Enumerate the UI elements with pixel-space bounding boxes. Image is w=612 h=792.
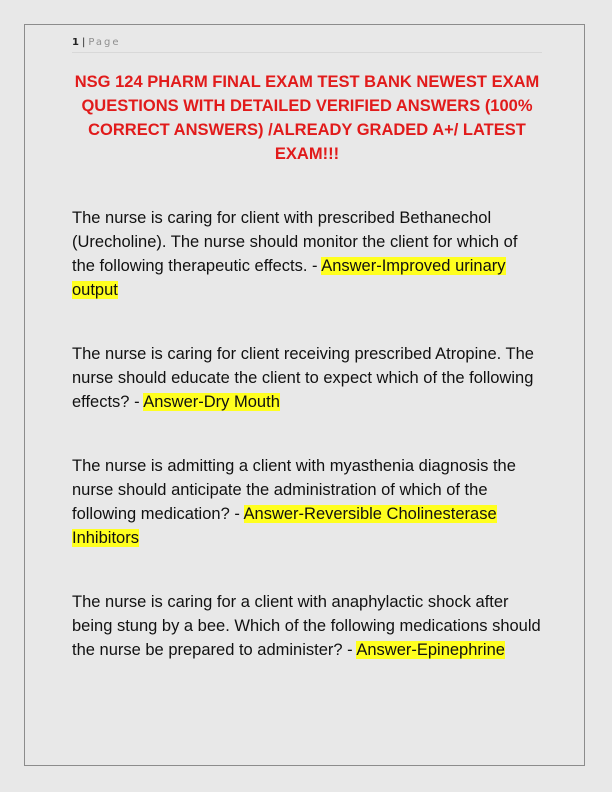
question-item <box>72 590 542 662</box>
document-title: NSG 124 PHARM FINAL EXAM TEST BANK NEWEST EXAM QUESTIONS WITH DETAILED VERIFIED ANSWERS (100% CORRECT ANSWERS) /ALREADY GRADED A+/ LATEST EXAM!!! <box>74 73 540 163</box>
question-item <box>72 342 542 414</box>
page-number-separator: | <box>81 37 86 48</box>
question-text: The nurse is caring for client with prescribed Bethanechol (Urecholine). The nurse should monitor the client for which of the following therapeutic effects. - <box>72 209 518 275</box>
answer-text: Answer-Epinephrine <box>356 641 505 659</box>
question-text: The nurse is caring for a client with anaphylactic shock after being stung by a bee. Which of the following medications should the nurse be prepared to administer? - <box>72 593 541 659</box>
page-word: Page <box>88 37 121 48</box>
question-text: The nurse is admitting a client with myasthenia diagnosis the nurse should anticipate the administration of which of the following medication? - <box>72 457 516 523</box>
page-number: 1 <box>72 37 79 48</box>
question-text: The nurse is caring for client receiving prescribed Atropine. The nurse should educate the client to expect which of the following effects? - <box>72 345 534 411</box>
answer-text: Answer-Improved urinary output <box>72 257 506 299</box>
answer-text: Answer-Reversible Cholinesterase Inhibitors <box>72 505 497 547</box>
question-item <box>72 454 542 550</box>
page-header <box>72 36 542 53</box>
question-item <box>72 206 542 302</box>
answer-text: Answer-Dry Mouth <box>143 393 280 411</box>
